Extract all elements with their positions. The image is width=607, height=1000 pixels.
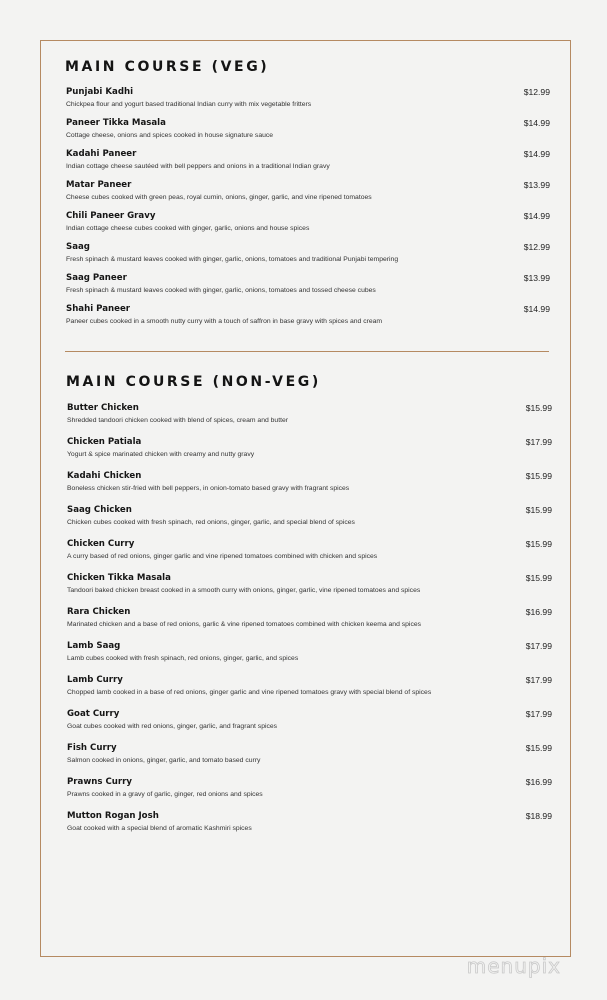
item-name: Butter Chicken xyxy=(67,403,139,413)
item-description: Indian cottage cheese cubes cooked with ginger, garlic, onions and house spices xyxy=(66,225,310,232)
item-price: $13.99 xyxy=(523,273,550,283)
item-name: Saag xyxy=(66,242,90,252)
item-price: $16.99 xyxy=(525,607,552,617)
item-name: Rara Chicken xyxy=(67,607,131,617)
item-description: Cottage cheese, onions and spices cooked in house signature sauce xyxy=(66,132,274,139)
item-description: A curry based of red onions, ginger garlic and vine ripened tomatoes combined with chicken and spices xyxy=(67,553,378,560)
item-price: $14.99 xyxy=(523,118,550,128)
item-price: $14.99 xyxy=(523,149,550,159)
item-price: $17.99 xyxy=(525,675,552,685)
veg-section-title: MAIN COURSE (VEG) xyxy=(65,59,270,75)
item-name: Saag Chicken xyxy=(67,505,132,515)
item-price: $15.99 xyxy=(525,403,552,413)
item-name: Chicken Patiala xyxy=(67,437,142,447)
item-description: Goat cooked with a special blend of aromatic Kashmiri spices xyxy=(67,825,252,832)
menu-item xyxy=(0,539,607,569)
item-description: Fresh spinach & mustard leaves cooked with ginger, garlic, onions, tomatoes and traditional Punjabi tempering xyxy=(66,256,399,263)
item-description: Cheese cubes cooked with green peas, royal cumin, onions, ginger, garlic, and vine ripened tomatoes xyxy=(66,194,372,201)
item-price: $14.99 xyxy=(523,304,550,314)
item-price: $14.99 xyxy=(523,211,550,221)
menu-item xyxy=(0,777,607,807)
item-name: Lamb Curry xyxy=(67,675,123,685)
item-price: $17.99 xyxy=(525,641,552,651)
item-description: Marinated chicken and a base of red onions, garlic & vine ripened tomatoes combined with chicken keema and spices xyxy=(67,621,422,628)
menu-item xyxy=(0,675,607,705)
item-name: Chicken Tikka Masala xyxy=(67,573,171,583)
item-description: Chopped lamb cooked in a base of red onions, ginger garlic and vine ripened tomatoes gravy with special blend of spices xyxy=(67,689,432,696)
menu-item xyxy=(0,180,607,210)
item-price: $15.99 xyxy=(525,471,552,481)
item-price: $17.99 xyxy=(525,437,552,447)
item-name: Chili Paneer Gravy xyxy=(66,211,156,221)
item-name: Fish Curry xyxy=(67,743,117,753)
menu-item xyxy=(0,607,607,637)
menu-item xyxy=(0,118,607,148)
menu-item xyxy=(0,709,607,739)
item-name: Lamb Saag xyxy=(67,641,121,651)
item-price: $15.99 xyxy=(525,505,552,515)
item-description: Indian cottage cheese sautéed with bell peppers and onions in a traditional Indian gravy xyxy=(66,163,330,170)
item-description: Chickpea flour and yogurt based traditional Indian curry with mix vegetable fritters xyxy=(66,101,312,108)
menu-item xyxy=(0,641,607,671)
item-name: Kadahi Chicken xyxy=(67,471,142,481)
menu-item xyxy=(0,273,607,303)
item-price: $18.99 xyxy=(525,811,552,821)
item-name: Saag Paneer xyxy=(66,273,127,283)
item-description: Tandoori baked chicken breast cooked in a smooth curry with onions, ginger, garlic, vine ripened tomatoes and spices xyxy=(67,587,421,594)
section-divider xyxy=(65,351,549,352)
item-description: Paneer cubes cooked in a smooth nutty curry with a touch of saffron in base gravy with spices and cream xyxy=(66,318,383,325)
item-price: $16.99 xyxy=(525,777,552,787)
menu-item xyxy=(0,242,607,272)
menu-item xyxy=(0,743,607,773)
menu-item xyxy=(0,437,607,467)
item-description: Yogurt & spice marinated chicken with creamy and nutty gravy xyxy=(67,451,255,458)
item-price: $17.99 xyxy=(525,709,552,719)
menu-item xyxy=(0,573,607,603)
item-description: Chicken cubes cooked with fresh spinach, red onions, ginger, garlic, and special blend of spices xyxy=(67,519,355,526)
menu-item xyxy=(0,87,607,117)
item-name: Punjabi Kadhi xyxy=(66,87,134,97)
item-name: Paneer Tikka Masala xyxy=(66,118,166,128)
nonveg-section-title: MAIN COURSE (NON-VEG) xyxy=(66,374,321,390)
item-description: Fresh spinach & mustard leaves cooked with ginger, garlic, onions, tomatoes and tossed cheese cubes xyxy=(66,287,376,294)
item-price: $15.99 xyxy=(525,539,552,549)
item-description: Salmon cooked in onions, ginger, garlic, and tomato based curry xyxy=(67,757,261,764)
item-price: $15.99 xyxy=(525,573,552,583)
item-description: Shredded tandoori chicken cooked with blend of spices, cream and butter xyxy=(67,417,289,424)
item-description: Boneless chicken stir-fried with bell peppers, in onion-tomato based gravy with fragrant spices xyxy=(67,485,350,492)
item-price: $12.99 xyxy=(523,87,550,97)
item-description: Goat cubes cooked with red onions, ginger, garlic, and fragrant spices xyxy=(67,723,278,730)
item-price: $12.99 xyxy=(523,242,550,252)
menu-item xyxy=(0,211,607,241)
menupix-watermark: menupix xyxy=(466,954,561,978)
item-name: Matar Paneer xyxy=(66,180,132,190)
item-name: Kadahi Paneer xyxy=(66,149,137,159)
menu-item xyxy=(0,403,607,433)
menu-item xyxy=(0,149,607,179)
item-name: Prawns Curry xyxy=(67,777,133,787)
item-price: $13.99 xyxy=(523,180,550,190)
item-name: Shahi Paneer xyxy=(66,304,131,314)
item-name: Chicken Curry xyxy=(67,539,135,549)
menu-item xyxy=(0,304,607,334)
menu-item xyxy=(0,505,607,535)
menu-item xyxy=(0,811,607,841)
item-name: Mutton Rogan Josh xyxy=(67,811,159,821)
item-name: Goat Curry xyxy=(67,709,120,719)
item-description: Prawns cooked in a gravy of garlic, ginger, red onions and spices xyxy=(67,791,263,798)
item-price: $15.99 xyxy=(525,743,552,753)
menu-item xyxy=(0,471,607,501)
item-description: Lamb cubes cooked with fresh spinach, red onions, ginger, garlic, and spices xyxy=(67,655,299,662)
